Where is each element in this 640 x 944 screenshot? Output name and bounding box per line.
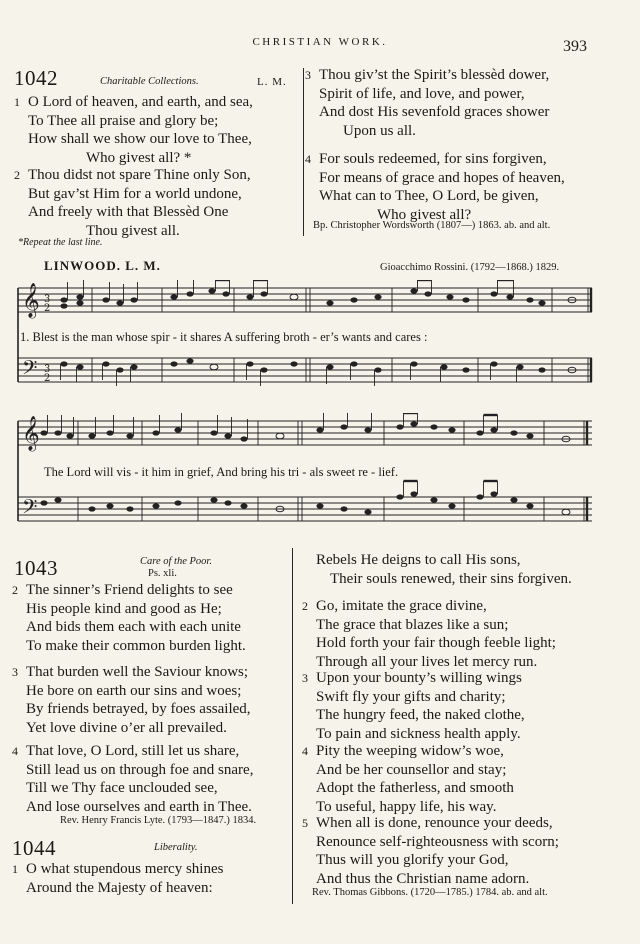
stanza-line: When all is done, renounce your deeds, [316,815,553,831]
stanza-line: And be her counsellor and stay; [316,761,507,778]
stanza-line: Spirit of life, and love, and power, [319,85,525,102]
stanza-line: That burden well the Saviour knows; [26,664,249,680]
stanza-line: The sinner’s Friend delights to see [26,582,233,598]
stanza-line: O what stupendous mercy shines [26,861,224,877]
tune-composer: Gioacchimo Rossini. (1792—1868.) 1829. [380,262,560,273]
stanza-line: And dost His sevenfold graces shower [319,104,550,121]
stanza-line: Thou didst not spare Thine only Son, [28,167,251,183]
stanza-1044-5 [302,814,559,888]
stanza-line: That love, O Lord, still let us share, [26,743,240,759]
hymn-number-1043: 1043 [14,556,58,580]
stanza-line: Upon us all. [343,122,416,139]
svg-text:3: 3 [44,364,51,375]
hymn-occasion-1044: Liberality. [154,842,198,853]
hymn-meter: L. M. [257,76,287,88]
stanza-line: But gav’st Him for a world undone, [28,185,242,202]
stanza-line: Thus will you glorify your God, [316,852,509,869]
stanza-line: To pain and sickness health apply. [316,725,521,742]
stanza-1043-2 [12,581,246,655]
stanza-1043-3 [12,663,251,737]
stanza-line: Swift fly your gifts and charity; [316,688,506,705]
verse-number: 4 [12,744,18,758]
stanza-1044-1-cont [316,551,572,588]
stanza-line: Till we Thy face unclouded see, [26,780,218,797]
verse-number: 2 [12,583,18,597]
stanza-1044-4 [302,742,514,816]
stanza-line: For souls redeemed, for sins forgiven, [319,151,547,167]
column-divider [292,548,293,904]
hymn-occasion-1043: Care of the Poor. [140,556,212,567]
lyrics-line-1: 1. Blest is the man whose spir - it shares A suffering broth - er’s wants and cares : [20,330,428,344]
stanza-4 [305,150,565,224]
stanza-line: Pity the weeping widow’s woe, [316,743,504,759]
stanza-line: Around the Majesty of heaven: [26,879,213,896]
stanza-line: Their souls renewed, their sins forgiven. [330,570,572,587]
attribution-1043: Rev. Henry Francis Lyte. (1793—1847.) 1834. [60,815,257,826]
stanza-1043-4 [12,742,253,816]
stanza-2 [14,166,251,240]
stanza-line: Upon your bounty’s willing wings [316,670,522,686]
stanza-line: He bore on earth our sins and woes; [26,682,242,699]
svg-text:𝄞: 𝄞 [22,283,40,318]
verse-number: 1 [14,95,20,109]
stanza-1044-1 [12,860,223,897]
footnote: *Repeat the last line. [18,237,103,248]
stanza-line: For means of grace and hopes of heaven, [319,169,565,186]
stanza-line: And thus the Christian name adorn. [316,870,530,887]
stanza-3 [305,66,549,140]
stanza-line: His people kind and good as He; [26,600,222,617]
stanza-line: Hold forth your fair though feeble light; [316,635,556,652]
running-title: CHRISTIAN WORK. [252,36,388,48]
verse-number: 3 [12,665,18,679]
verse-number: 4 [302,744,308,758]
stanza-line: To make their common burden light. [26,637,246,654]
stanza-line: And lose ourselves and earth in Thee. [26,798,252,815]
stanza-line: Go, imitate the grace divine, [316,598,487,614]
stanza-line: How shall we show our love to Thee, [28,131,252,148]
stanza-line: What can to Thee, O Lord, be given, [319,188,539,205]
stanza-line: To useful, happy life, his way. [316,798,497,815]
hymn-occasion: Charitable Collections. [100,76,199,87]
page-number: 393 [563,38,587,55]
stanza-line: Through all your lives let mercy run. [316,653,538,670]
stanza-1 [14,93,253,167]
stanza-line: Adopt the fatherless, and smooth [316,780,514,797]
stanza-line: The hungry feed, the naked clothe, [316,707,525,724]
verse-number: 3 [305,68,311,82]
stanza-line: Thou giv’st the Spirit’s blessèd dower, [319,67,550,83]
stanza-line: By friends betrayed, by foes assailed, [26,701,251,718]
stanza-line: O Lord of heaven, and earth, and sea, [28,94,253,110]
column-divider [303,68,304,236]
lyrics-line-2: The Lord will vis - it him in grief, And bring his tri - als sweet re - lief. [44,465,399,479]
hymn-number-1042: 1042 [14,66,58,90]
tune-meter: L. M. [125,258,161,273]
verse-number: 5 [302,816,308,830]
stanza-line: Thou givest all. [86,222,180,239]
tune-title: LINWOOD. [44,258,121,273]
svg-text:𝄢: 𝄢 [22,356,38,384]
tune-name [44,258,161,274]
attribution-1044: Rev. Thomas Gibbons. (1720—1785.) 1784. ab. and alt. [312,887,548,898]
stanza-line: Who givest all? [377,206,472,223]
stanza-line: And freely with that Blessèd One [28,204,229,221]
attribution-1042: Bp. Christopher Wordsworth (1807—) 1863. ab. and alt. [313,220,551,231]
stanza-line: Renounce self-righteousness with scorn; [316,833,559,850]
stanza-line: Rebels He deigns to call His sons, [316,552,521,568]
verse-number: 3 [302,671,308,685]
stanza-line: Who givest all? * [86,149,192,166]
verse-number: 2 [302,599,308,613]
verse-number: 4 [305,152,311,166]
svg-text:𝄞: 𝄞 [22,416,40,451]
stanza-1044-2 [302,597,556,671]
stanza-line: To Thee all praise and glory be; [28,112,219,129]
svg-text:3: 3 [44,294,51,305]
hymn-number-1044: 1044 [12,836,56,860]
svg-text:2: 2 [44,303,51,314]
verse-number: 2 [14,168,20,182]
svg-text:𝄢: 𝄢 [22,495,38,523]
svg-text:2: 2 [44,373,51,384]
stanza-1044-3 [302,669,525,743]
stanza-line: And bids them each with each unite [26,619,241,636]
stanza-line: Still lead us on through foe and snare, [26,761,254,778]
verse-number: 1 [12,862,18,876]
stanza-line: Yet love divine o’er all prevailed. [26,719,227,736]
scripture-reference: Ps. xli. [148,568,177,579]
stanza-line: The grace that blazes like a sun; [316,616,509,633]
